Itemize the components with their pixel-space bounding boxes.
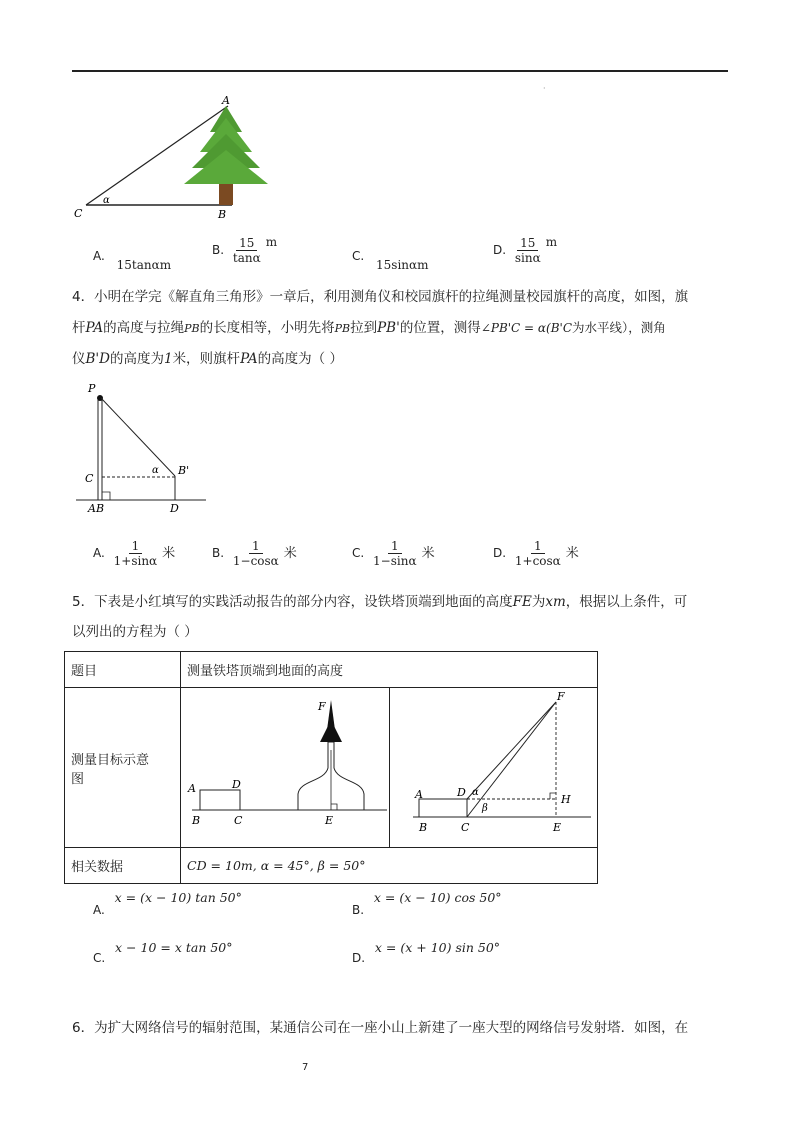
table-cell: 相关数据 [65,848,181,884]
q4-label-d: D [170,502,179,515]
var: FE [512,594,532,610]
q4-line-1: 4．小明在学完《解直角三角形》一章后，利用测角仪和校园旗杆的拉绳测量校园旗杆的高度，如图，旗 [72,289,689,305]
q4-label-c: C [85,472,94,485]
q3-label-alpha: α [103,195,110,206]
page-number: 7 [302,1062,309,1073]
q3-option-b[interactable] [212,236,277,265]
q5-tower-figure [182,690,397,840]
q4-option-d[interactable] [493,539,579,568]
q3-tree-figure [70,92,290,227]
option-unit: 米 [565,546,579,561]
option-letter: D. [493,243,507,257]
option-letter: D. [352,951,366,965]
q4-label-alpha: α [152,465,159,476]
option-unit: m [265,235,278,249]
frac-num: 1 [531,539,545,554]
option-expr: x = (x − 10) cos 50° [373,890,502,905]
text: ，根据以上条件，可 [565,594,688,610]
option-letter: C. [93,951,106,965]
text: 仪 [72,351,86,367]
label-c: C [461,821,470,834]
label-e: E [553,821,562,834]
q4-line-2 [72,318,666,339]
option-expr: x = (x − 10) tan 50° [114,890,242,905]
q4-line-3 [72,349,343,369]
table-row [65,652,598,688]
q4-option-c[interactable] [352,539,435,568]
line-df [467,702,556,799]
q5-option-d[interactable] [352,940,501,965]
option-letter: B. [352,903,365,917]
q4-flagpole-figure [72,378,212,518]
frac-num: 1 [129,539,143,554]
q5-option-c[interactable] [93,940,233,965]
tower-top [320,720,342,742]
q3-option-a[interactable] [93,249,172,272]
option-letter: A. [93,903,105,917]
q3-label-a: A [222,94,230,107]
option-expr: x − 10 = x tan 50° [115,940,233,955]
var: 1 [163,351,173,367]
q3-label-c: C [74,207,83,220]
label-d: D [457,786,466,799]
q5-option-b[interactable] [352,890,502,917]
q6-line-1: 6．为扩大网络信号的辐射范围，某通信公司在一座小山上新建了一座大型的网络信号发射塔．如图，在 [72,1020,689,1036]
cell-line: 测量目标示意 [71,752,150,768]
text: 米，则旗杆 [172,351,241,367]
option-expr: 15sinαm [376,258,429,272]
option-unit: m [545,235,558,249]
option-letter: B. [212,546,225,560]
option-unit: 米 [283,546,297,561]
option-letter: B. [212,243,225,257]
label-a: A [188,782,196,795]
frac-den: 1+cosα [514,554,561,568]
frac-num: 1 [388,539,402,554]
q4-label-p: P [88,382,96,395]
frac-num: 15 [236,236,257,251]
stray-mark: · [543,84,546,93]
text: 为 [531,594,546,610]
var: PB' [377,320,400,336]
q3-label-b: B [218,208,227,221]
label-e: E [325,814,334,827]
label-beta: β [482,803,488,814]
table-row [65,848,598,884]
flagpole [98,398,102,500]
right-angle-mark [550,793,556,799]
text: 的长度相等，小明先将 [199,320,335,336]
frac-den: tanα [232,251,261,265]
label-f: F [557,690,565,703]
var: PB [184,322,200,335]
label-d: D [232,778,241,791]
q4-label-ab: AB [88,502,105,515]
q5-option-a[interactable] [93,890,242,917]
table-cell [65,688,181,848]
option-letter: C. [352,249,365,263]
table-cell: 测量铁塔顶端到地面的高度 [181,652,598,688]
frac-den: 1+sinα [113,554,158,568]
building-abcd [200,790,240,810]
frac-den: 1−cosα [232,554,279,568]
text: 的高度为 [109,351,164,367]
table-cell: 题目 [65,652,181,688]
point-p [97,395,103,401]
var: PB [334,322,351,335]
frac-den: sinα [514,251,541,265]
q5-line-1 [72,592,687,612]
text: 5．下表是小红填写的实践活动报告的部分内容，设铁塔顶端到地面的高度 [72,594,513,610]
q5-geometry-figure [405,690,597,840]
frac-num: 15 [517,236,538,251]
var: PA [85,320,104,336]
option-letter: A. [93,546,105,560]
label-alpha: α [472,787,479,798]
option-unit: 米 [162,546,176,561]
option-letter: D. [493,546,507,560]
header-rule [72,70,728,72]
rope-pb-prime [101,398,175,476]
text: 为水平线），测角 [572,320,666,335]
var: PA [240,351,258,367]
cell-line: 图 [71,771,85,787]
building-abcd [419,799,467,817]
q4-option-a[interactable] [93,539,175,568]
frac-den: 1−sinα [373,554,417,568]
right-angle-mark [102,492,110,500]
label-f: F [318,700,326,713]
option-expr: 15tanαm [116,258,172,272]
table-cell: CD = 10m, α = 45°, β = 50° [181,848,598,884]
label-c: C [234,814,243,827]
q5-line-2: 以列出的方程为（ ） [72,624,198,640]
label-b: B [192,814,201,827]
text: 杆 [72,320,86,336]
text: 的位置，测得 [399,320,481,336]
q4-label-b-prime: B' [178,464,190,477]
text: 拉到 [350,320,378,336]
option-letter: C. [352,546,365,560]
q4-option-b[interactable] [212,539,297,568]
option-letter: A. [93,249,105,263]
frac-num: 1 [249,539,263,554]
angle-expr: ∠PB'C = α(B'C [480,321,573,335]
option-expr: x = (x + 10) sin 50° [374,940,501,955]
label-a: A [415,788,423,801]
var: B'D [85,351,110,367]
line-cf [467,702,556,817]
label-h: H [561,793,571,806]
var: xm [545,594,566,610]
text: 的高度与拉绳 [103,320,185,336]
option-unit: 米 [421,546,435,561]
text: 的高度为（ ） [257,351,343,367]
q3-option-c[interactable] [352,249,429,272]
q3-option-d[interactable] [493,236,557,265]
label-b: B [419,821,428,834]
